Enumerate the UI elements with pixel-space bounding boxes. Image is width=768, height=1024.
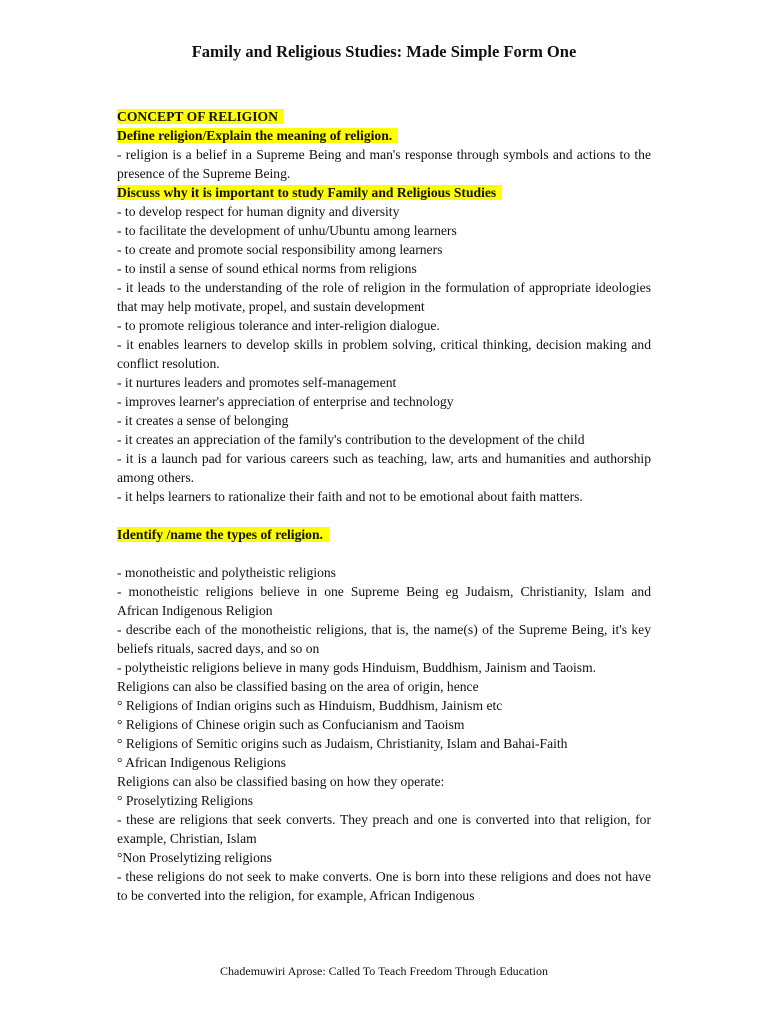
list-item: - it leads to the understanding of the role of religion in the formulation of appropriate ideologies that may help motivate, propel, and sustain development — [117, 280, 651, 314]
list-item: - these are religions that seek converts. They preach and one is converted into that religion, for example, Christian, Islam — [117, 812, 651, 846]
list-item: - it enables learners to develop skills in problem solving, critical thinking, decision making and conflict resolution. — [117, 337, 651, 371]
question-1-text: Define religion/Explain the meaning of religion. — [117, 128, 393, 143]
document-title: Family and Religious Studies: Made Simple Form One — [191, 42, 577, 61]
list-item: °Non Proselytizing religions — [117, 850, 272, 865]
question-3-text: Identify /name the types of religion. — [117, 527, 323, 542]
question-1-highlight — [117, 128, 398, 143]
list-item: ° Proselytizing Religions — [117, 793, 254, 808]
question-2-highlight — [117, 185, 502, 200]
list-item: - monotheistic and polytheistic religions — [117, 565, 336, 580]
list-item: - to develop respect for human dignity and diversity — [117, 204, 400, 219]
list-item: - monotheistic religions believe in one Supreme Being eg Judaism, Christianity, Islam and African Indigenous Religion — [117, 584, 651, 618]
list-item: - it helps learners to rationalize their faith and not to be emotional about faith matters. — [117, 489, 583, 504]
list-item: Religions can also be classified basing on the area of origin, hence — [117, 679, 479, 694]
list-item: ° Religions of Indian origins such as Hinduism, Buddhism, Jainism etc — [117, 698, 503, 713]
page-footer: Chademuwiri Aprose: Called To Teach Freedom Through Education — [220, 964, 548, 978]
list-item: - these religions do not seek to make converts. One is born into these religions and does not have to be converted into the religion, for example, African Indigenous — [117, 869, 651, 903]
list-item: - to create and promote social responsibility among learners — [117, 242, 443, 257]
question-3-highlight — [117, 527, 329, 542]
list-item: - it creates a sense of belonging — [117, 413, 289, 428]
list-item: - it is a launch pad for various careers such as teaching, law, arts and humanities and authorship among others. — [117, 451, 651, 485]
list-item: - improves learner's appreciation of enterprise and technology — [117, 394, 454, 409]
list-item: ° African Indigenous Religions — [117, 755, 286, 770]
document-body — [117, 107, 651, 905]
question-1 — [117, 126, 651, 145]
list-item: - to facilitate the development of unhu/Ubuntu among learners — [117, 223, 457, 238]
list-item: Religions can also be classified basing on how they operate: — [117, 774, 445, 789]
question-2 — [117, 183, 651, 202]
list-item: - it nurtures leaders and promotes self-management — [117, 375, 397, 390]
list-item: - describe each of the monotheistic religions, that is, the name(s) of the Supreme Being, it's key beliefs rituals, sacred days, and so on — [117, 622, 651, 656]
list-item: ° Religions of Chinese origin such as Confucianism and Taoism — [117, 717, 465, 732]
list-item: - polytheistic religions believe in many gods Hinduism, Buddhism, Jainism and Taoism. — [117, 660, 597, 675]
list-item: ° Religions of Semitic origins such as Judaism, Christianity, Islam and Bahai-Faith — [117, 736, 568, 751]
list-item: - to promote religious tolerance and inter-religion dialogue. — [117, 318, 440, 333]
concept-heading: CONCEPT OF RELIGION — [117, 109, 284, 124]
spacer — [117, 506, 651, 525]
question-1-answer: - religion is a belief in a Supreme Being and man's response through symbols and actions to the presence of the Supreme Being. — [117, 147, 651, 181]
question-3 — [117, 525, 651, 544]
question-2-text: Discuss why it is important to study Family and Religious Studies — [117, 185, 497, 200]
list-item: - to instil a sense of sound ethical norms from religions — [117, 261, 417, 276]
spacer — [117, 544, 651, 563]
section-heading-concept — [117, 107, 651, 126]
list-item: - it creates an appreciation of the family's contribution to the development of the child — [117, 432, 585, 447]
